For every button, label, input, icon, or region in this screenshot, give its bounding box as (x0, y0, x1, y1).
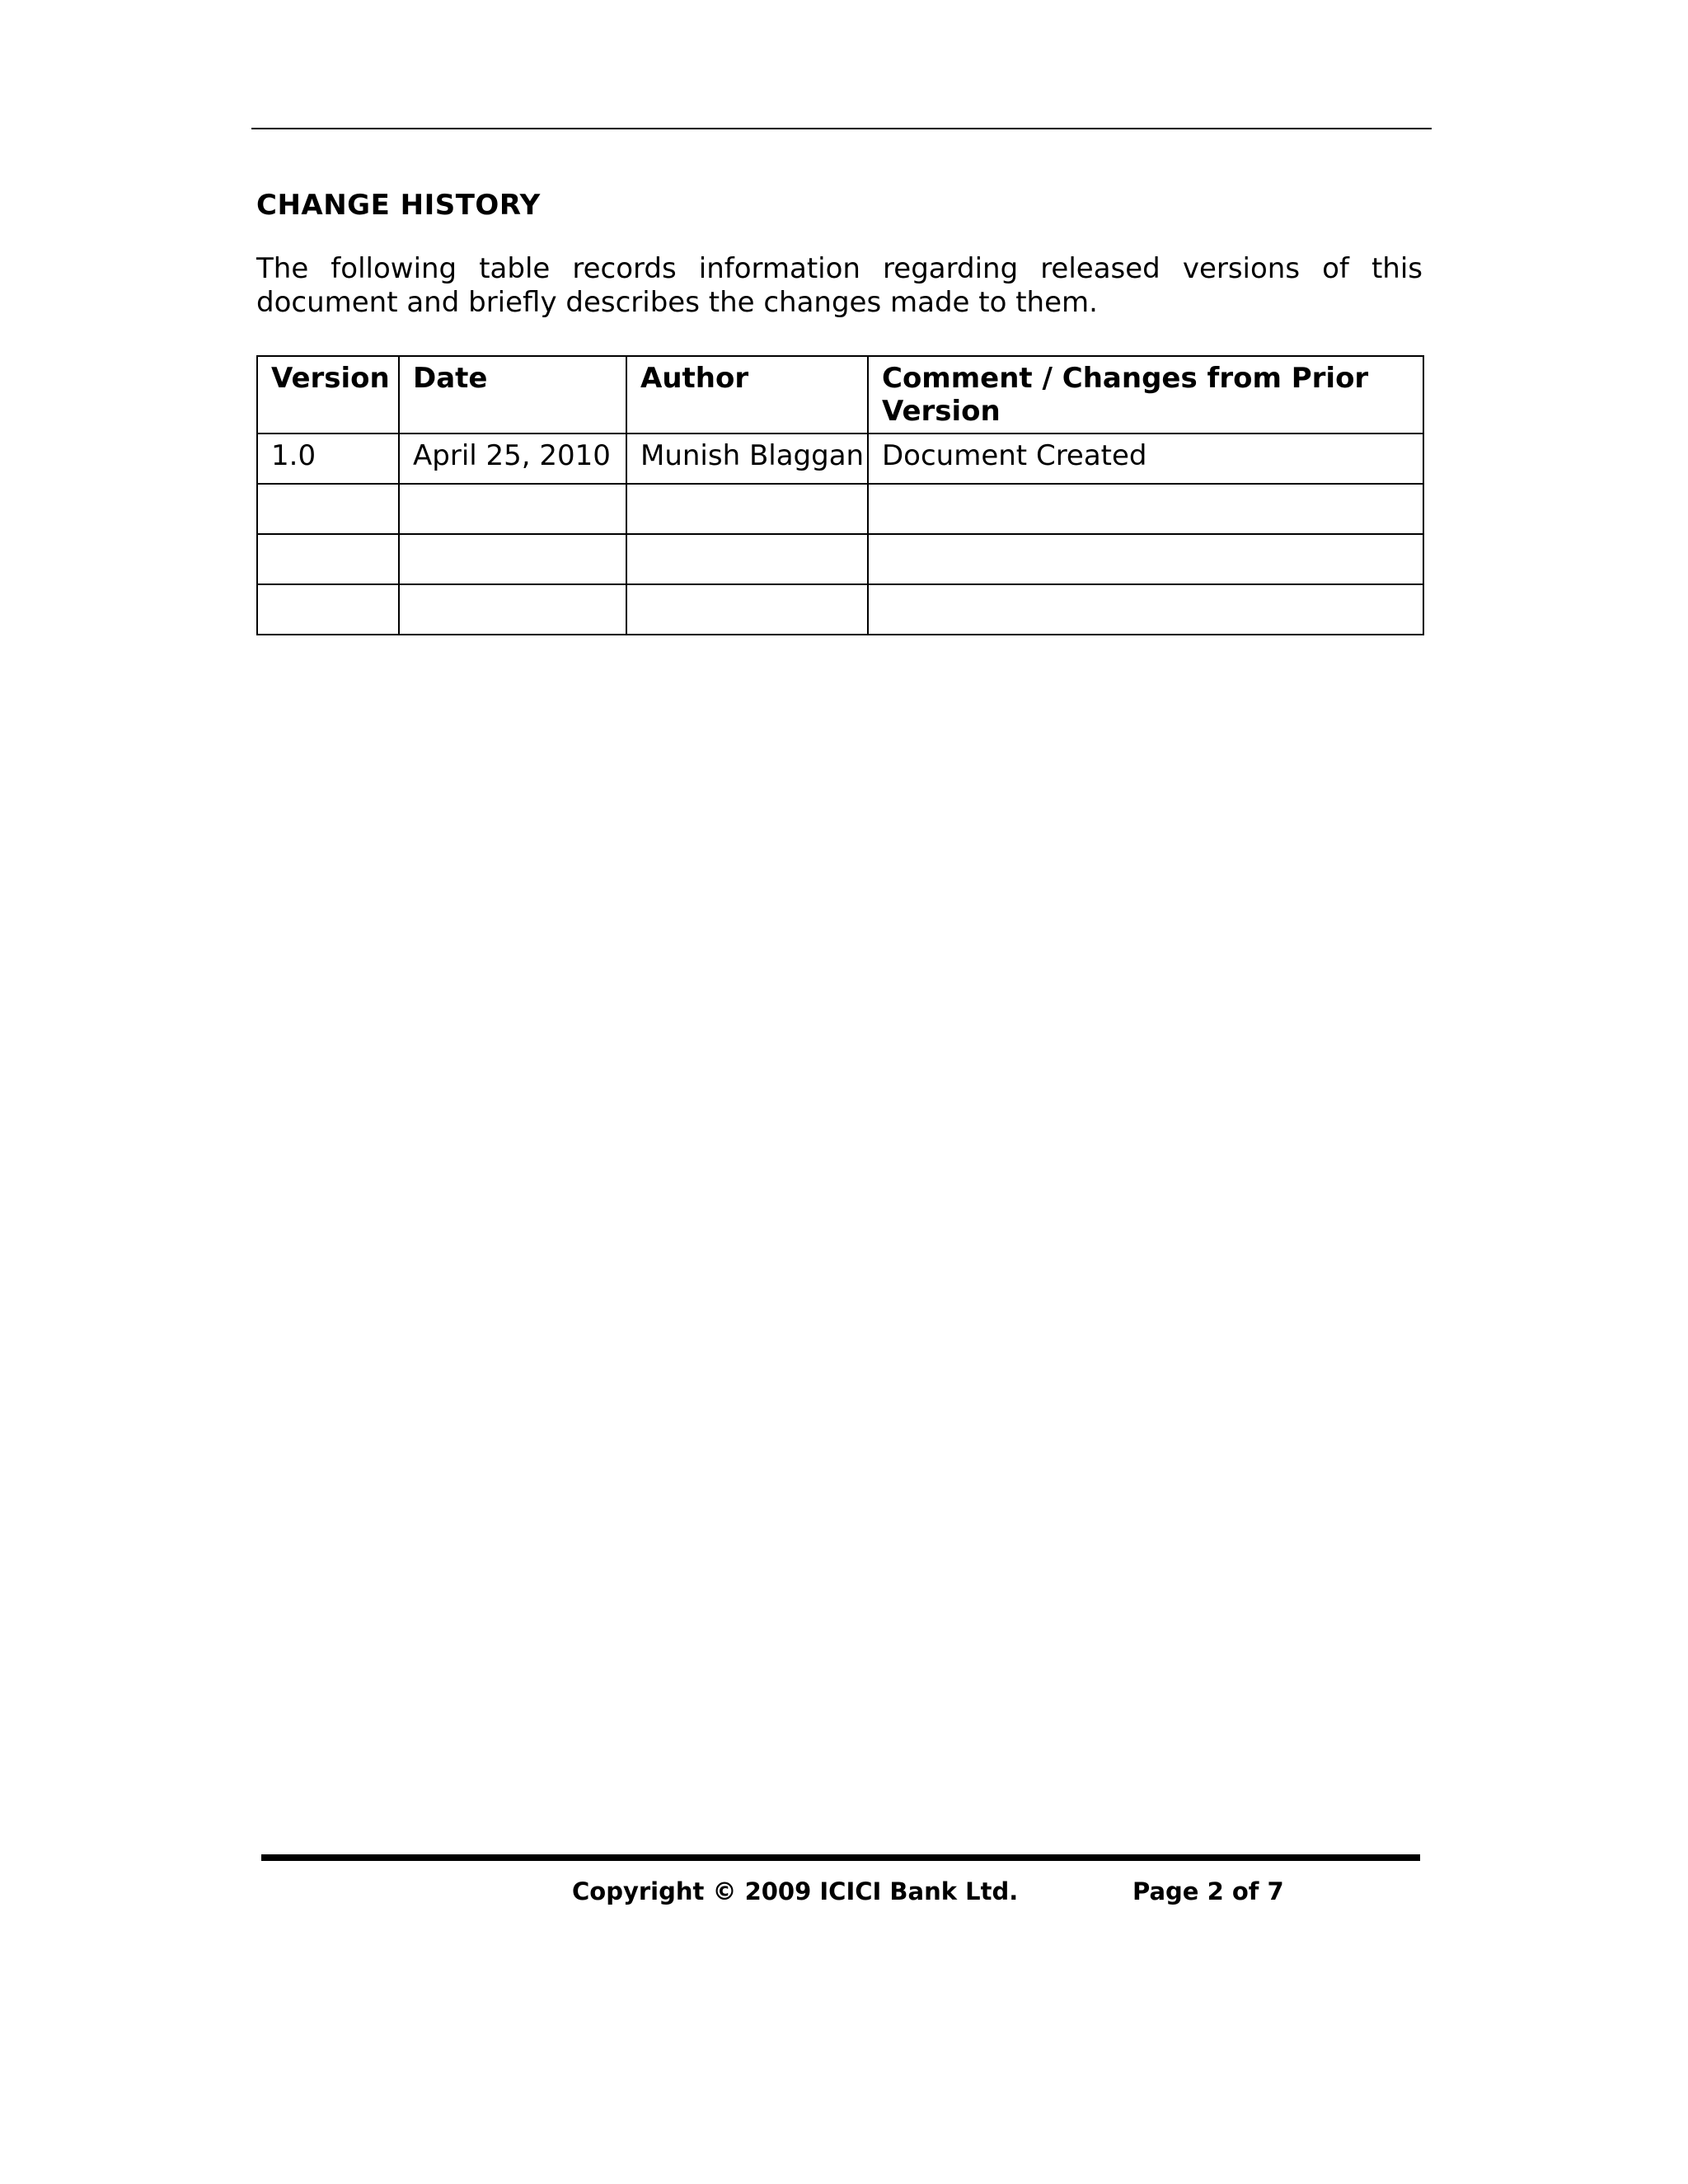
cell-author (626, 534, 868, 584)
cell-date (399, 584, 626, 635)
footer-rule (261, 1854, 1420, 1861)
cell-version (257, 484, 399, 534)
cell-comment (868, 484, 1423, 534)
cell-date (399, 534, 626, 584)
header-rule (251, 128, 1432, 129)
section-heading: CHANGE HISTORY (256, 189, 541, 222)
footer-page-number: Page 2 of 7 (1132, 1877, 1284, 1905)
cell-date: April 25, 2010 (399, 434, 626, 484)
cell-author (626, 484, 868, 534)
table-row (257, 584, 1423, 635)
table-row (257, 484, 1423, 534)
cell-version: 1.0 (257, 434, 399, 484)
column-header-date: Date (399, 356, 626, 434)
cell-version (257, 584, 399, 635)
change-history-table (256, 355, 1424, 635)
cell-comment (868, 584, 1423, 635)
intro-paragraph: The following table records information regarding released versions of this document and briefly describes the changes made to them. (256, 252, 1423, 319)
column-header-comment: Comment / Changes from Prior Version (868, 356, 1423, 434)
cell-comment (868, 534, 1423, 584)
cell-author (626, 584, 868, 635)
cell-date (399, 484, 626, 534)
cell-version (257, 534, 399, 584)
table-row (257, 434, 1423, 484)
footer-copyright: Copyright © 2009 ICICI Bank Ltd. (572, 1877, 1019, 1905)
cell-author: Munish Blaggan (626, 434, 868, 484)
table-header-row (257, 356, 1423, 434)
cell-comment: Document Created (868, 434, 1423, 484)
table-row (257, 534, 1423, 584)
column-header-author: Author (626, 356, 868, 434)
column-header-version: Version (257, 356, 399, 434)
